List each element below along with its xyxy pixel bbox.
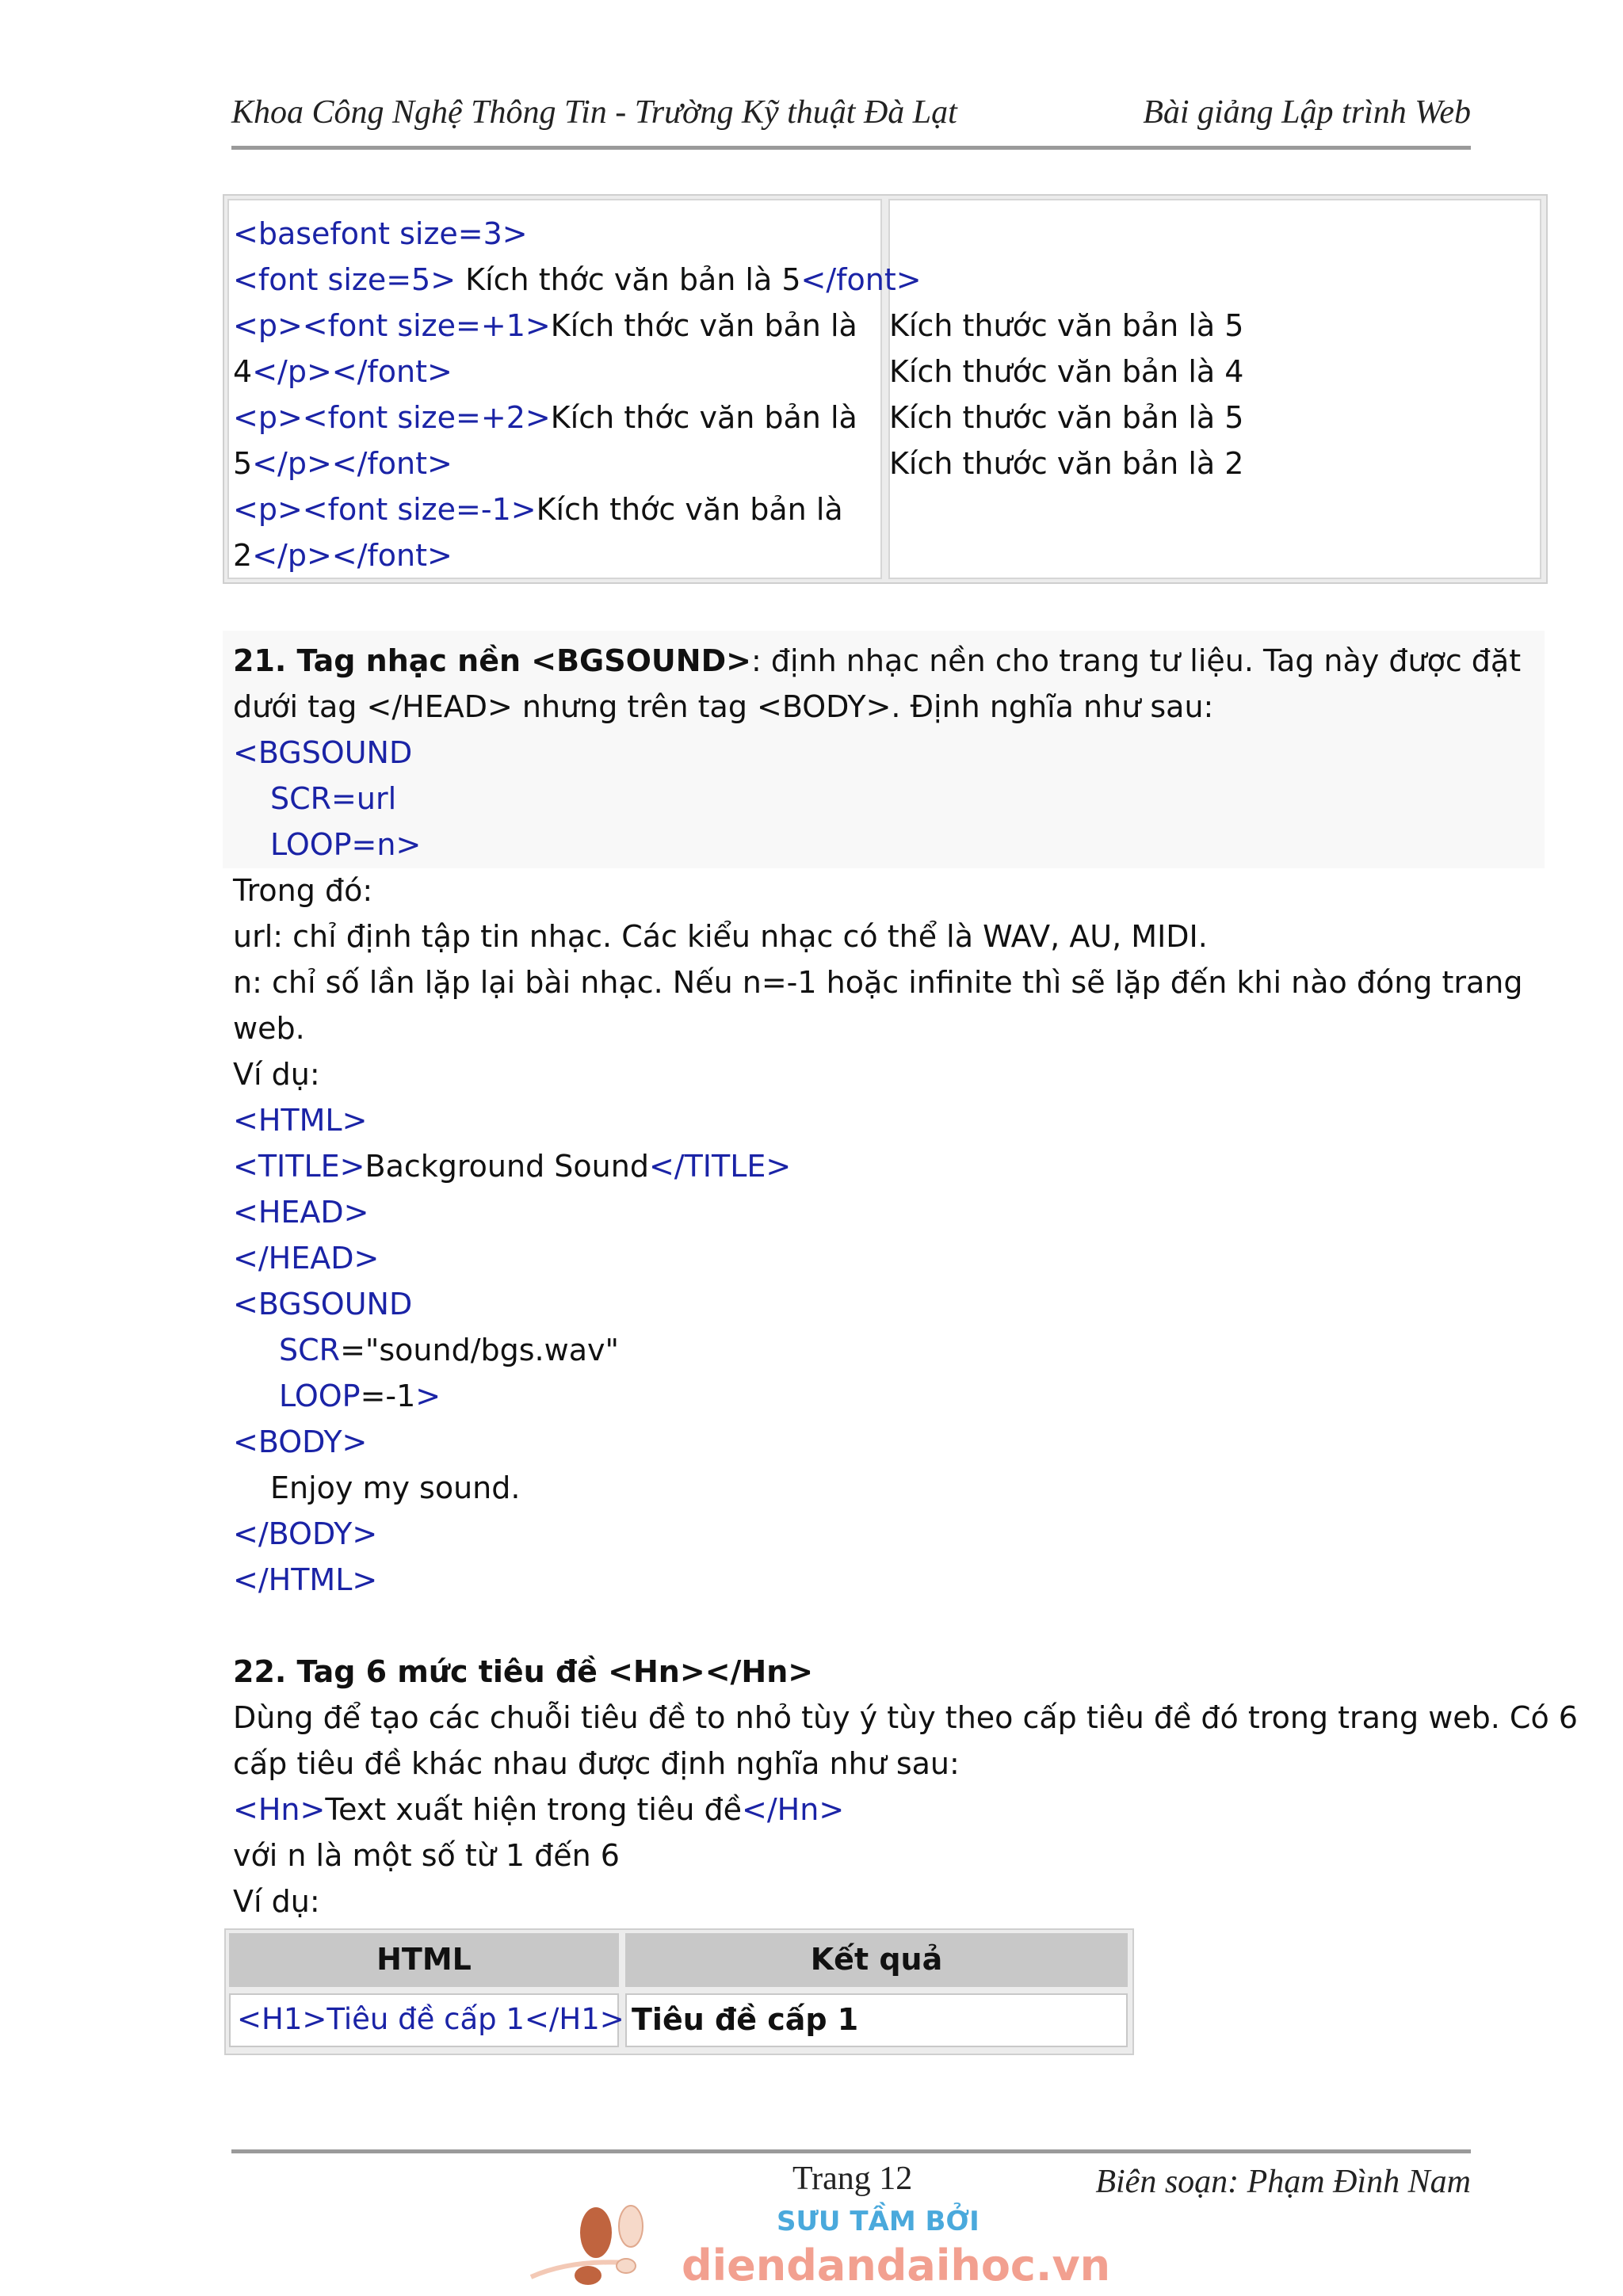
watermark xyxy=(523,2198,1111,2296)
section22-desc-cont: cấp tiêu đề khác nhau được định nghĩa như sau: xyxy=(233,1746,960,1781)
syntax-line: SCR=url xyxy=(270,781,397,816)
table-cell-code: <H1>Tiêu đề cấp 1</H1> xyxy=(229,1993,619,2047)
watermark-site: diendandaihoc.vn xyxy=(682,2241,1111,2290)
header-right: Bài giảng Lập trình Web xyxy=(1143,94,1471,131)
example-code-line: Enjoy my sound. xyxy=(270,1470,521,1505)
where-label: Trong đó: xyxy=(233,873,373,908)
result-line: Kích thước văn bản là 5 xyxy=(889,308,1244,343)
url-description: url: chỉ định tập tin nhạc. Các kiểu nhạc có thể là WAV, AU, MIDI. xyxy=(233,919,1208,954)
example-code-line: <TITLE>Background Sound</TITLE> xyxy=(233,1149,792,1184)
result-line: Kích thước văn bản là 4 xyxy=(889,354,1244,389)
section21-desc: dưới tag </HEAD> nhưng trên tag <BODY>. Định nghĩa như sau: xyxy=(233,689,1214,724)
code-line: 2</p></font> xyxy=(233,538,453,573)
example-code-line: <BGSOUND xyxy=(233,1287,413,1322)
footprints-icon xyxy=(523,2198,666,2296)
n-description: n: chỉ số lần lặp lại bài nhạc. Nếu n=-1 hoặc infinite thì sẽ lặp đến khi nào đóng trang xyxy=(233,965,1523,1000)
section22-title: 22. Tag 6 mức tiêu đề <Hn></Hn> xyxy=(233,1654,814,1689)
result-line: Kích thước văn bản là 2 xyxy=(889,446,1244,481)
page-number: Trang 12 xyxy=(792,2161,913,2197)
code-line: <basefont size=3> xyxy=(233,216,528,251)
header-rule xyxy=(231,146,1471,150)
code-line: <p><font size=+2>Kích thớc văn bản là xyxy=(233,400,857,435)
table-header-html: HTML xyxy=(229,1933,619,1987)
example-code-line: </HEAD> xyxy=(233,1241,380,1276)
code-line: <font size=5> Kích thớc văn bản là 5</font> xyxy=(233,262,922,297)
syntax-line: LOOP=n> xyxy=(270,827,422,862)
footer-author: Biên soạn: Phạm Đình Nam xyxy=(1095,2164,1471,2200)
heading-syntax: <Hn>Text xuất hiện trong tiêu đề</Hn> xyxy=(233,1792,845,1827)
code-line: <p><font size=+1>Kích thớc văn bản là xyxy=(233,308,857,343)
section21-title: 21. Tag nhạc nền <BGSOUND>: định nhạc nền cho trang tư liệu. Tag này được đặt xyxy=(233,643,1522,678)
watermark-tagline: SƯU TẦM BỞI xyxy=(777,2206,980,2237)
result-line: Kích thước văn bản là 5 xyxy=(889,400,1244,435)
table-header-result: Kết quả xyxy=(625,1933,1128,1987)
example-label: Ví dụ: xyxy=(233,1884,320,1919)
heading-range: với n là một số từ 1 đến 6 xyxy=(233,1838,620,1873)
section22-desc: Dùng để tạo các chuỗi tiêu đề to nhỏ tùy ý tùy theo cấp tiêu đề đó trong trang web. Có 6 xyxy=(233,1700,1578,1735)
code-line: <p><font size=-1>Kích thớc văn bản là xyxy=(233,492,843,527)
example-code-line: </HTML> xyxy=(233,1562,378,1597)
example-code-line: <HTML> xyxy=(233,1103,368,1138)
code-line: 4</p></font> xyxy=(233,354,453,389)
example-code-line: <BODY> xyxy=(233,1425,368,1459)
example-code-line: LOOP=-1> xyxy=(279,1379,441,1413)
code-line: 5</p></font> xyxy=(233,446,453,481)
syntax-line: <BGSOUND xyxy=(233,735,413,770)
header-left: Khoa Công Nghệ Thông Tin - Trường Kỹ thuật Đà Lạt xyxy=(231,94,957,131)
example-code-line: SCR="sound/bgs.wav" xyxy=(279,1333,619,1367)
table-cell-result: Tiêu đề cấp 1 xyxy=(625,1993,1128,2047)
example-label: Ví dụ: xyxy=(233,1057,320,1092)
page-header xyxy=(231,93,1471,138)
example-code-line: <HEAD> xyxy=(233,1195,369,1230)
footer-rule xyxy=(231,2149,1471,2153)
n-description-cont: web. xyxy=(233,1011,305,1046)
example-code-line: </BODY> xyxy=(233,1516,378,1551)
heading-example-table xyxy=(224,1928,1134,2055)
